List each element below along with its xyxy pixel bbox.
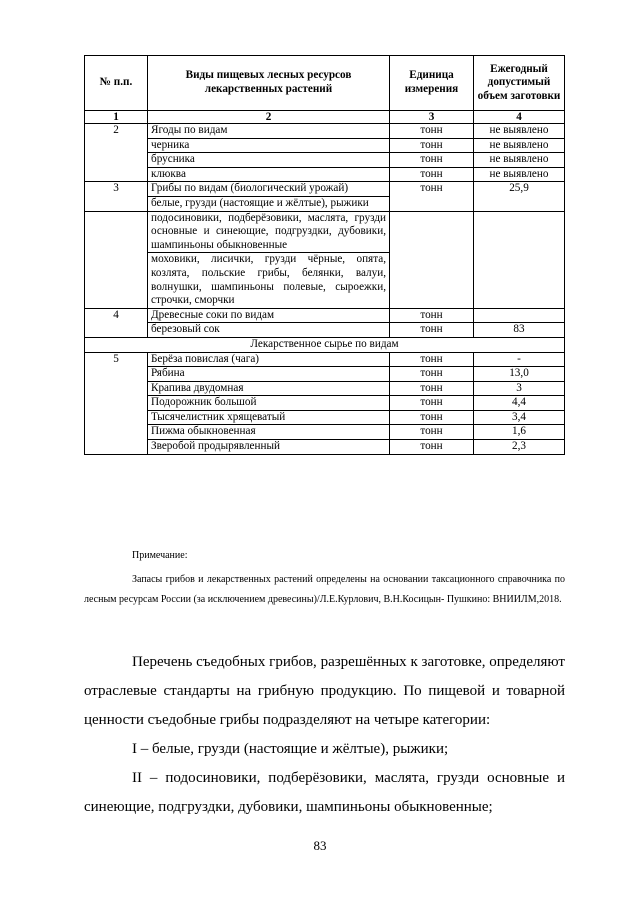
unit-cell: тонн (390, 182, 474, 211)
table-header-row (85, 56, 565, 111)
table-row (85, 182, 565, 197)
value-cell: 25,9 (474, 182, 565, 211)
value-cell: 3 (474, 381, 565, 396)
value-cell: 83 (474, 323, 565, 338)
table-row (85, 124, 565, 139)
note-heading: Примечание: (132, 550, 188, 561)
resource-name: Крапива двудомная (148, 381, 390, 396)
col-number: 1 (85, 111, 148, 124)
body-paragraph: II – подосиновики, подберёзовики, маслята, грузди основные и синеющие, подгруздки, дубовики, шампиньоны обыкновенные; (84, 770, 565, 815)
value-cell: 2,3 (474, 440, 565, 455)
col-number: 3 (390, 111, 474, 124)
table-row (85, 167, 565, 182)
value-cell-empty (474, 211, 565, 308)
mushroom-category: моховики, лисички, грузди чёрные, опята, козлята, польские грибы, белянки, валуи, волнушки, шампиньоны полевые, сыроежки, строчки, сморчки (148, 253, 390, 308)
unit-cell: тонн (390, 410, 474, 425)
mushroom-category: белые, грузди (настоящие и жёлтые), рыжики (148, 196, 390, 211)
value-cell (474, 308, 565, 323)
table-row (85, 153, 565, 168)
unit-cell: тонн (390, 396, 474, 411)
unit-cell: тонн (390, 138, 474, 153)
value-cell: не выявлено (474, 153, 565, 168)
unit-cell: тонн (390, 167, 474, 182)
resource-name: Зверобой продырявленный (148, 440, 390, 455)
resource-name: Подорожник большой (148, 396, 390, 411)
unit-cell: тонн (390, 381, 474, 396)
col-number: 4 (474, 111, 565, 124)
page-number: 83 (313, 838, 327, 853)
unit-cell: тонн (390, 352, 474, 367)
table-row (85, 323, 565, 338)
value-cell: не выявлено (474, 167, 565, 182)
table-row (85, 352, 565, 367)
table-row (85, 396, 565, 411)
table-row (85, 425, 565, 440)
table-section-row (85, 337, 565, 352)
table-row (85, 410, 565, 425)
note-text: Запасы грибов и лекарственных растений определены на основании таксационного справочника по лесным ресурсам России (за исключением древесины)/Л.Е.Курлович, В.Н.Косицын- Пушкино: ВНИИЛМ,2018. (84, 574, 565, 605)
header-num: № п.п. (85, 56, 148, 111)
resource-name: Грибы по видам (биологический урожай) (148, 182, 390, 197)
unit-cell: тонн (390, 124, 474, 139)
mushroom-category: подосиновики, подберёзовики, маслята, грузди основные и синеющие, подгруздки, дубовики, шампиньоны обыкновенные (148, 211, 390, 253)
row-num: 2 (85, 124, 148, 182)
row-num: 5 (85, 352, 148, 454)
resource-name: Пижма обыкновенная (148, 425, 390, 440)
body-paragraph: Перечень съедобных грибов, разрешённых к заготовке, определяют отраслевые стандарты на грибную продукцию. По пищевой и товарной ценности съедобные грибы подразделяют на четыре категории: (84, 654, 565, 728)
header-resource-type: Виды пищевых лесных ресурсов лекарственных растений (148, 56, 390, 111)
column-number-row (85, 111, 565, 124)
resource-name: березовый сок (148, 323, 390, 338)
row-num: 3 (85, 182, 148, 211)
row-num: 4 (85, 308, 148, 337)
table-row (85, 440, 565, 455)
table-row (85, 211, 565, 253)
resource-name: Ягоды по видам (148, 124, 390, 139)
resource-name: Рябина (148, 367, 390, 382)
value-cell: 4,4 (474, 396, 565, 411)
unit-cell: тонн (390, 323, 474, 338)
table-row (85, 381, 565, 396)
value-cell: 3,4 (474, 410, 565, 425)
value-cell: не выявлено (474, 138, 565, 153)
header-unit: Единица измерения (390, 56, 474, 111)
value-cell: 1,6 (474, 425, 565, 440)
resource-name: клюква (148, 167, 390, 182)
row-num-empty (85, 211, 148, 308)
value-cell: не выявлено (474, 124, 565, 139)
unit-cell: тонн (390, 425, 474, 440)
value-cell: 13,0 (474, 367, 565, 382)
unit-cell: тонн (390, 367, 474, 382)
section-header: Лекарственное сырье по видам (85, 337, 565, 352)
forest-resources-table (84, 55, 565, 455)
table-row (85, 138, 565, 153)
resource-name: Древесные соки по видам (148, 308, 390, 323)
unit-cell: тонн (390, 308, 474, 323)
resource-name: Тысячелистник хрящеватый (148, 410, 390, 425)
resource-name: Берёза повислая (чага) (148, 352, 390, 367)
body-text (84, 648, 565, 822)
resource-name: брусника (148, 153, 390, 168)
value-cell: - (474, 352, 565, 367)
unit-cell-empty (390, 211, 474, 308)
table-row (85, 308, 565, 323)
resource-name: черника (148, 138, 390, 153)
header-annual-volume: Ежегодный допустимый объем заготовки (474, 56, 565, 111)
table-row (85, 367, 565, 382)
unit-cell: тонн (390, 153, 474, 168)
body-paragraph: I – белые, грузди (настоящие и жёлтые), рыжики; (132, 741, 449, 757)
col-number: 2 (148, 111, 390, 124)
unit-cell: тонн (390, 440, 474, 455)
